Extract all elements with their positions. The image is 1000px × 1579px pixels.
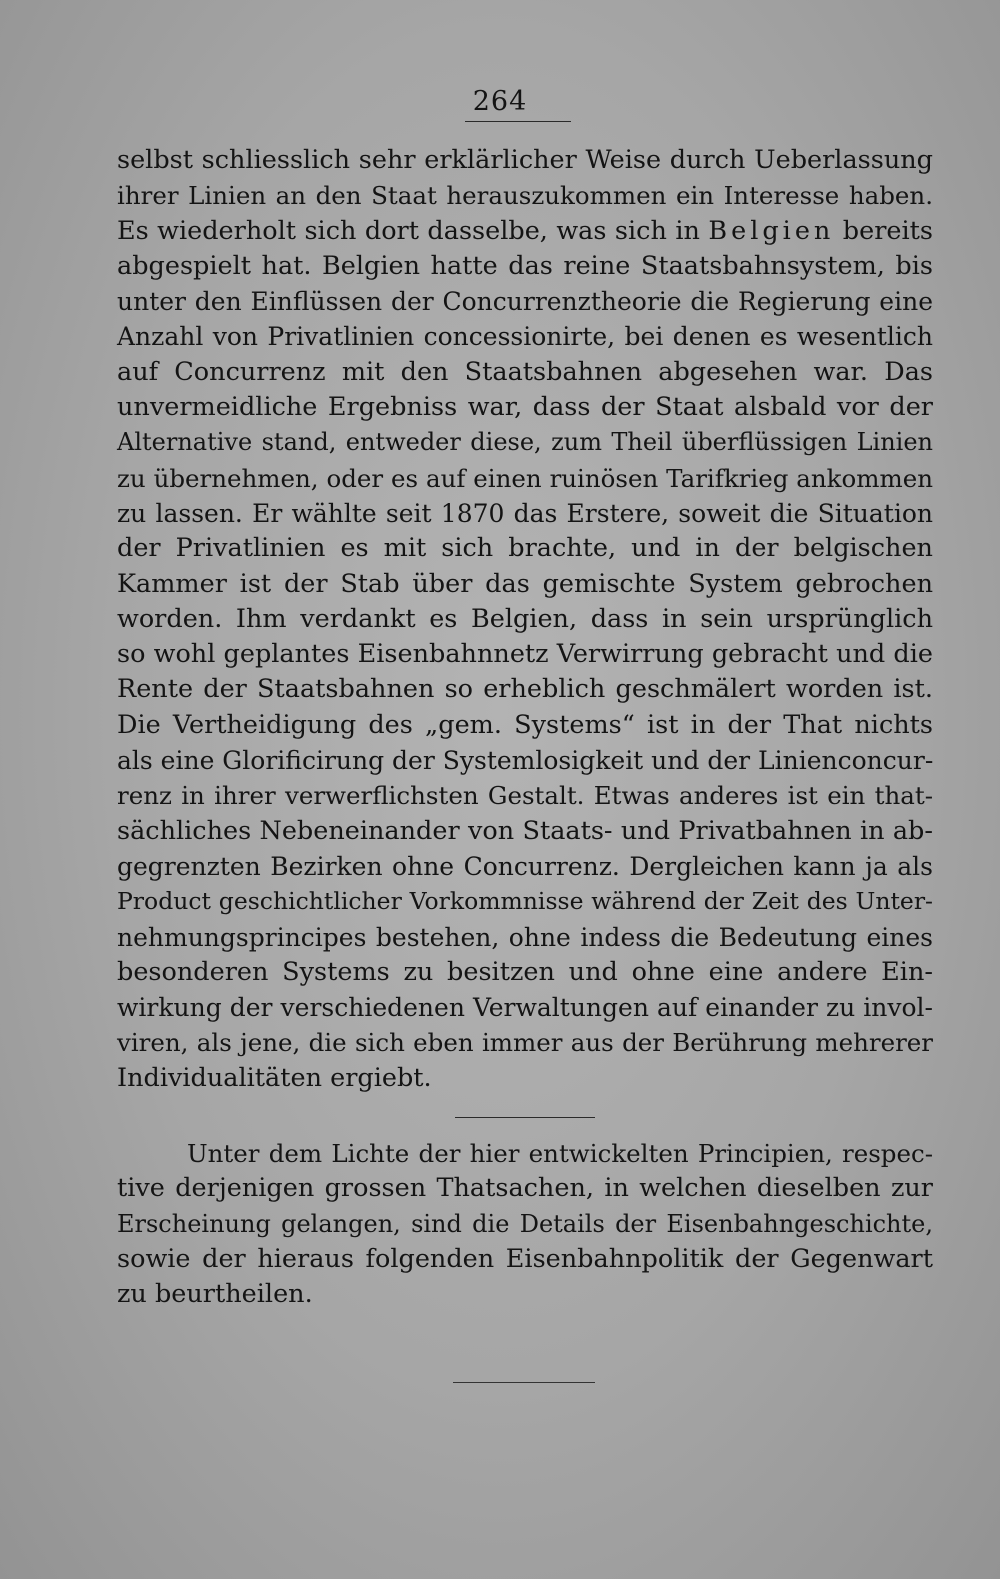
- text-line: selbst schliesslich sehr erklärlicher Weise durch Ueberlassung: [117, 145, 933, 175]
- text-line: Erscheinung gelangen, sind die Details der Eisenbahngeschichte,: [117, 1209, 933, 1238]
- end-divider: [453, 1382, 595, 1383]
- text-line: Individualitäten ergiebt.: [117, 1062, 432, 1093]
- text-line: wirkung der verschiedenen Verwaltungen auf einander zu invol-: [117, 993, 933, 1023]
- text-line: [117, 214, 933, 249]
- text-line: unter den Einflüssen der Concurrenztheorie die Regierung eine: [117, 287, 933, 317]
- text-line: abgespielt hat. Belgien hatte das reine Staatsbahnsystem, bis: [117, 250, 933, 281]
- text-line: als eine Glorificirung der Systemlosigkeit und der Linienconcur-: [117, 746, 934, 776]
- text-line: tive derjenigen grossen Thatsachen, in welchen dieselben zur: [117, 1173, 933, 1204]
- text-line: unvermeidliche Ergebniss war, dass der Staat alsbald vor der: [117, 392, 933, 423]
- text-segment: bereits: [834, 215, 933, 246]
- text-line: renz in ihrer verwerflichsten Gestalt. Etwas anderes ist ein that-: [117, 781, 933, 811]
- text-line: Kammer ist der Stab über das gemischte System gebrochen: [117, 568, 933, 599]
- text-line: gegrenzten Bezirken ohne Concurrenz. Dergleichen kann ja als: [117, 851, 933, 881]
- text-line: Alternative stand, entweder diese, zum Theil überflüssigen Linien: [117, 428, 933, 457]
- text-line: besonderen Systems zu besitzen und ohne eine andere Ein-: [117, 956, 933, 987]
- spaced-word: Belgien: [708, 215, 835, 246]
- text-line: sächliches Nebeneinander von Staats- und Privatbahnen in ab-: [117, 815, 933, 846]
- text-line: nehmungsprincipes bestehen, ohne indess die Bedeutung eines: [117, 922, 933, 952]
- text-line: zu beurtheilen.: [117, 1279, 313, 1310]
- text-line: viren, als jene, die sich eben immer aus der Berührung mehrerer: [117, 1028, 933, 1058]
- paragraph-2: [117, 1136, 933, 1312]
- text-line: Die Vertheidigung des „gem. Systems“ ist in der That nichts: [117, 709, 933, 740]
- text-line: Unter dem Lichte der hier entwickelten Principien, respec-: [187, 1139, 933, 1168]
- text-line: Rente der Staatsbahnen so erheblich geschmälert worden ist.: [117, 674, 933, 705]
- text-line: auf Concurrenz mit den Staatsbahnen abgesehen war. Das: [117, 356, 933, 387]
- header-rule: [465, 121, 571, 122]
- text-line: zu lassen. Er wählte seit 1870 das Erstere, soweit die Situation: [117, 498, 933, 528]
- text-line: ihrer Linien an den Staat herauszukommen ein Interesse haben.: [117, 181, 933, 211]
- page-number: 264: [472, 86, 528, 117]
- text-line: der Privatlinien es mit sich brachte, und in der belgischen: [117, 533, 933, 564]
- text-line: sowie der hieraus folgenden Eisenbahnpolitik der Gegenwart: [117, 1243, 933, 1274]
- text-line: Product geschichtlicher Vorkommnisse während der Zeit des Unter-: [117, 887, 933, 916]
- text-line: worden. Ihm verdankt es Belgien, dass in sein ursprünglich: [117, 603, 933, 634]
- text-line: so wohl geplantes Eisenbahnnetz Verwirrung gebracht und die: [117, 639, 933, 670]
- paragraph-1: [117, 143, 933, 1096]
- text-segment: Es wiederholt sich dort dasselbe, was sich in: [117, 215, 709, 246]
- text-line: zu übernehmen, oder es auf einen ruinösen Tarifkrieg ankommen: [117, 463, 933, 493]
- text-line: Anzahl von Privatlinien concessionirte, bei denen es wesentlich: [117, 322, 933, 352]
- section-divider: [455, 1117, 595, 1118]
